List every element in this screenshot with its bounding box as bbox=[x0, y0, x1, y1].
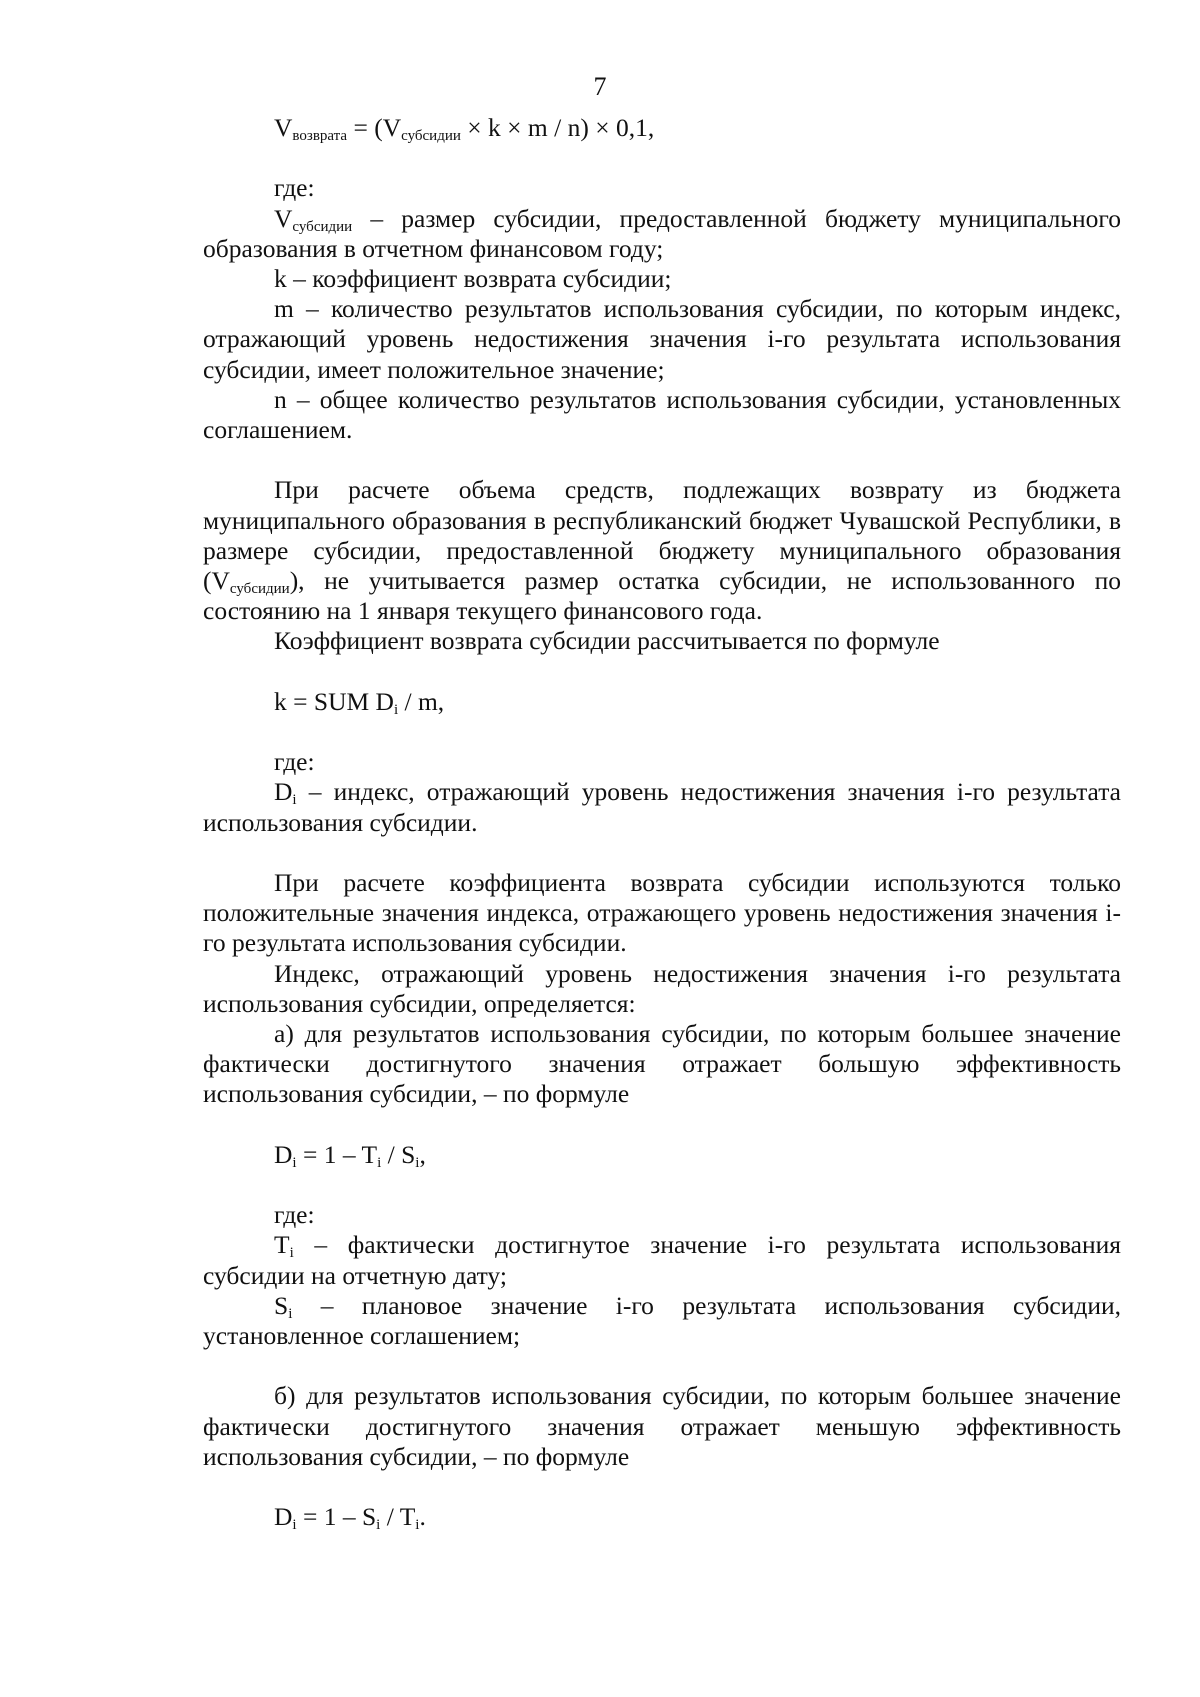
definition-n: n – общее количество результатов использования субсидии, установленных соглашением. bbox=[203, 384, 1121, 445]
definition-v-subsidy: $V_{субсидии}$ – размер субсидии, предоставленной бюджету муниципального образования в отчетном финансовом году; bbox=[203, 203, 1121, 263]
definition-d: $D_i$ – индекс, отражающий уровень недостижения значения i-го результата использования субсидии. bbox=[203, 777, 1121, 837]
definition-s: $S_i$ – плановое значение i-го результата использования субсидии, установленное соглашением; bbox=[203, 1290, 1121, 1351]
page-number: 7 bbox=[593, 72, 607, 101]
paragraph-case-b: б) для результатов использования субсидии, по которым большее значение фактически достигнутого значения отражает меньшую эффективность использования субсидии, – по формуле bbox=[203, 1381, 1121, 1471]
where-label: где: bbox=[274, 747, 315, 777]
definition-t: $T_i$ – фактически достигнутое значение i-го результата использования субсидии на отчетную дату; bbox=[203, 1230, 1121, 1290]
formula-d-case-b: $D_i = 1 - S_i / T_i$. bbox=[274, 1502, 426, 1534]
paragraph-coefficient: Коэффициент возврата субсидии рассчитывается по формуле bbox=[274, 626, 940, 656]
paragraph-positive-values: При расчете коэффициента возврата субсидии используются только положительные значения индекса, отражающего уровень недостижения значения i-го результата использования субсидии. bbox=[203, 868, 1121, 958]
where-label: где: bbox=[274, 1200, 315, 1230]
formula-return-volume: $V_{возврата} = (V_{субсидии} \times k \times m / n) \times 0,1$, bbox=[274, 113, 655, 144]
definition-m: m – количество результатов использования субсидии, по которым индекс, отражающий уровень недостижения значения i-го результата использования субсидии, имеет положительное значение; bbox=[203, 294, 1121, 384]
definition-k: k – коэффициент возврата субсидии; bbox=[274, 264, 672, 293]
formula-d-case-a: $D_i = 1 - T_i / S_i$, bbox=[274, 1139, 426, 1171]
document-body bbox=[203, 113, 1121, 1532]
paragraph-calculation: При расчете объема средств, подлежащих возврату из бюджета муниципального образования в республиканский бюджет Чувашской Республики, в размере субсидии, предоставленной бюджету муниципального образования $(V_{субсидии})$, не учитывается размер остатка субсидии, не использованного по состоянию на 1 января текущего финансового года. bbox=[203, 475, 1121, 626]
where-label: где: bbox=[274, 173, 315, 203]
paragraph-index-definition: Индекс, отражающий уровень недостижения значения i-го результата использования субсидии, определяется: bbox=[203, 958, 1121, 1018]
paragraph-case-a: а) для результатов использования субсидии, по которым большее значение фактически достигнутого значения отражает большую эффективность использования субсидии, – по формуле bbox=[203, 1019, 1121, 1109]
formula-k: k = SUM $D_i$ / m, bbox=[274, 686, 445, 718]
